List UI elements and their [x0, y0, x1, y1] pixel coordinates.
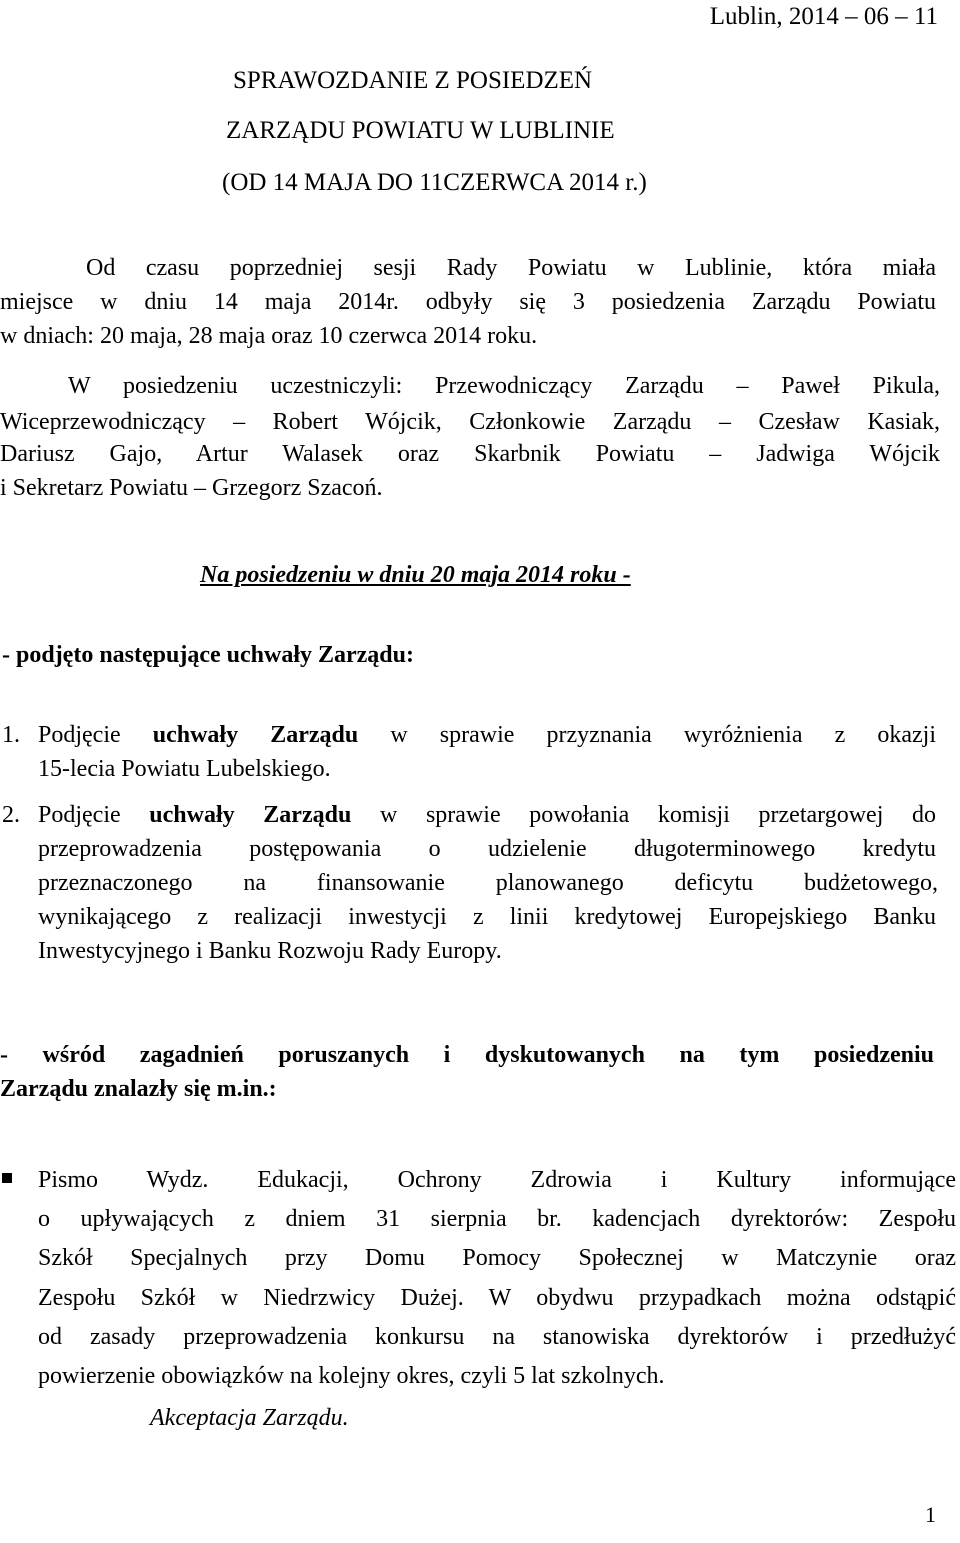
participants-line-3: Dariusz Gajo, Artur Walasek oraz Skarbnik Powiatu – Jadwiga Wójcik: [0, 441, 940, 467]
bullet-line-1: Pismo Wydz. Edukacji, Ochrony Zdrowia i Kultury informujące: [38, 1167, 956, 1193]
resolution-2-bold: uchwały Zarządu: [149, 802, 352, 828]
resolution-1-rest: w sprawie przyznania wyróżnienia z okazji: [390, 722, 937, 748]
resolutions-heading: - podjęto następujące uchwały Zarządu:: [2, 642, 414, 668]
participants-line-1: W posiedzeniu uczestniczyli: Przewodniczący Zarządu – Paweł Pikula,: [68, 373, 940, 399]
meeting-heading: Na posiedzeniu w dniu 20 maja 2014 roku -: [200, 562, 631, 588]
bullet-line-3: Szkół Specjalnych przy Domu Pomocy Społecznej w Matczynie oraz: [38, 1245, 956, 1271]
resolution-2-rest: w sprawie powołania komisji przetargowej do: [379, 802, 937, 828]
intro-line-2: miejsce w dniu 14 maja 2014r. odbyły się 3 posiedzenia Zarządu Powiatu: [0, 289, 936, 315]
document-date: Lublin, 2014 – 06 – 11: [709, 3, 938, 30]
bullet-line-5: od zasady przeprowadzenia konkursu na stanowiska dyrektorów i przedłużyć: [38, 1324, 956, 1350]
intro-line-1: Od czasu poprzedniej sesji Rady Powiatu w Lublinie, która miała: [86, 255, 936, 281]
resolution-2-line-3: przeznaczonego na finansowanie planowanego deficytu budżetowego,: [38, 870, 938, 896]
page-number: 1: [925, 1502, 936, 1527]
bullet-line-4: Zespołu Szkół w Niedrzwicy Dużej. W obydwu przypadkach można odstąpić: [38, 1285, 956, 1311]
bullet-line-6: powierzenie obowiązków na kolejny okres, czyli 5 lat szkolnych.: [38, 1363, 665, 1389]
square-bullet-icon: [2, 1173, 12, 1183]
resolution-1-line-2: 15-lecia Powiatu Lubelskiego.: [38, 756, 331, 782]
discussion-heading-line-2: Zarządu znalazły się m.in.:: [0, 1076, 277, 1102]
title-line-2: ZARZĄDU POWIATU W LUBLINIE: [226, 117, 615, 144]
participants-line-4: i Sekretarz Powiatu – Grzegorz Szacoń.: [0, 475, 383, 501]
intro-line-3: w dniach: 20 maja, 28 maja oraz 10 czerwca 2014 roku.: [0, 323, 538, 349]
discussion-heading-line-1: - wśród zagadnień poruszanych i dyskutowanych na tym posiedzeniu: [0, 1042, 934, 1068]
participants-line-2: Wiceprzewodniczący – Robert Wójcik, Członkowie Zarządu – Czesław Kasiak,: [0, 409, 940, 435]
title-line-1: SPRAWOZDANIE Z POSIEDZEŃ: [233, 67, 593, 94]
resolution-2-line-2: przeprowadzenia postępowania o udzielenie długoterminowego kredytu: [38, 836, 936, 862]
resolution-2-line-5: Inwestycyjnego i Banku Rozwoju Rady Europy.: [38, 938, 502, 964]
resolution-2-number: 2.: [2, 802, 20, 828]
resolution-2-line-4: wynikającego z realizacji inwestycji z linii kredytowej Europejskiego Banku: [38, 904, 936, 930]
acceptance-note: Akceptacja Zarządu.: [150, 1405, 349, 1431]
resolution-1-pre: Podjęcie: [38, 722, 121, 748]
resolution-1-line-1: [38, 718, 936, 752]
bullet-line-2: o upływających z dniem 31 sierpnia br. kadencjach dyrektorów: Zespołu: [38, 1206, 956, 1232]
resolution-2-pre: Podjęcie: [38, 802, 121, 828]
resolution-2-line-1: [38, 798, 936, 832]
resolution-1-number: 1.: [2, 722, 20, 748]
resolution-1-bold: uchwały Zarządu: [152, 722, 359, 748]
title-line-3: (OD 14 MAJA DO 11CZERWCA 2014 r.): [222, 169, 647, 196]
